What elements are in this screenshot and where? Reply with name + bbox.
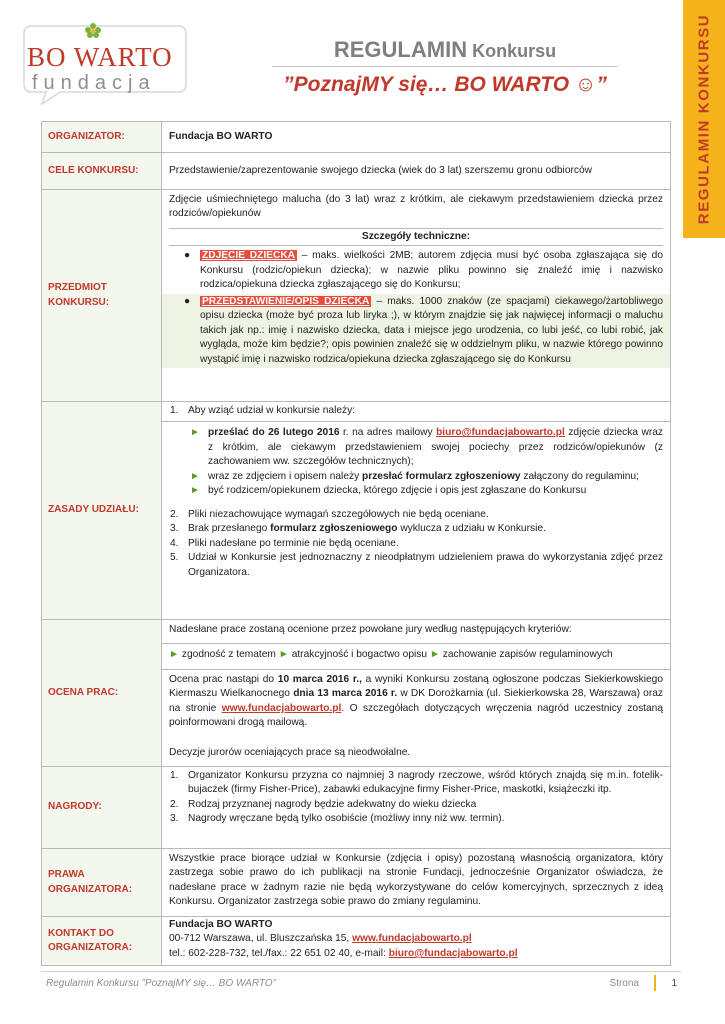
contest-name: ”PoznajMY się… BO WARTO ☺”	[283, 73, 607, 97]
list-item: ► być rodzicem/opiekunem dziecka, którego zdjęcie i opis jest zgłaszane do Konkursu	[162, 484, 670, 498]
label-subject: PRZEDMIOT KONKURSU:	[42, 190, 162, 402]
label-judging: OCENA PRAC:	[42, 620, 162, 767]
website-link[interactable]: www.fundacjabowarto.pl	[221, 702, 342, 714]
row-rights	[42, 849, 671, 917]
footer-text: Regulamin Konkursu ”PoznajMY się… BO WARTO”	[46, 978, 276, 989]
email-link[interactable]: biuro@fundacjabowarto.pl	[436, 427, 565, 439]
page-footer	[41, 971, 681, 995]
arrow-right-icon: ►	[429, 649, 443, 661]
rules-table	[41, 121, 671, 966]
row-contact	[42, 917, 671, 966]
row-organizer	[42, 122, 671, 153]
side-tab-label: REGULAMIN KONKURSU	[695, 13, 713, 225]
footer-divider	[654, 975, 656, 991]
label-organizer: ORGANIZATOR:	[42, 122, 162, 153]
arrow-right-icon: ►	[190, 427, 200, 439]
arrow-right-icon: ►	[190, 470, 200, 482]
judging-final: Decyzje jurorów oceniających prace są nieodwołalne.	[169, 746, 411, 758]
row-subject	[42, 190, 671, 402]
list-item: 5. Udział w Konkursie jest jednoznaczny z nieodpłatnym udzieleniem prawa do wykorzystania zdjęć przez Organizatora.	[170, 552, 663, 578]
goals-value: Przedstawienie/zaprezentowanie swojego dziecka (wiek do 3 lat) szerszemu gronu odbiorców	[169, 164, 592, 176]
subject-intro: Zdjęcie uśmiechniętego malucha (do 3 lat) wraz z krótkim, ale ciekawym przedstawieniem dziecka przez rodziców/opiekunów	[169, 194, 663, 220]
list-item: ► prześlać do 26 lutego 2016 r. na adres mailowy biuro@fundacjabowarto.pl zdjęcie dziecka wraz z krótkim, ale ciekawym przedstawieniem swojej pociechy przez rodziców/opiekunów (z zachowaniem ww. szczegółów technicznych);	[162, 426, 670, 469]
contact-address: 00-712 Warszawa, ul. Bluszczańska 15, www.fundacjabowarto.pl	[169, 933, 472, 945]
list-item: 4. Pliki nadesłane po terminie nie będą oceniane.	[170, 537, 399, 549]
row-prizes	[42, 767, 671, 849]
tech-details-heading: Szczegóły techniczne:	[169, 228, 663, 246]
logo-word-bo: BO	[27, 42, 67, 72]
bullet-icon: ●	[184, 295, 191, 307]
bullet-icon: ●	[184, 250, 191, 262]
page-label: Strona	[609, 978, 639, 989]
label-rules: ZASADY UDZIAŁU:	[42, 402, 162, 620]
organizer-value: Fundacja BO WARTO	[169, 130, 273, 142]
label-contact: KONTAKT DO ORGANIZATORA:	[42, 917, 162, 966]
document-title: REGULAMIN Konkursu	[333, 37, 557, 62]
judging-details: Ocena prac nastąpi do 10 marca 2016 r., a wyniki Konkursu zostaną ogłoszone podczas Siekierkowskiego Kiermaszu Wielkanocnego dnia 13 marca 2016 r. w DK Dorożkarnia (ul. Siekierkowska 28, Warszawa) oraz na stronie www.fundacjabowarto.pl. O szczegółach dotyczących wręczenia nagród uczestnicy zostaną poinformowani drogą mailową.	[169, 673, 663, 729]
photo-highlight: ZDJĘCIE DZIECKA	[202, 250, 296, 262]
list-item: 3. Nagrody wręczane będą tylko osobiście (możliwy inny niż ww. termin).	[170, 813, 505, 825]
list-item: ► wraz ze zdjęciem i opisem należy przesłać formularz zgłoszeniowy załączony do regulaminu;	[162, 470, 670, 484]
list-item: 2. Rodzaj przyznanej nagrody będzie adekwatny do wieku dziecka	[170, 798, 477, 810]
page-number: 1	[671, 978, 677, 989]
contact-website-link[interactable]: www.fundacjabowarto.pl	[352, 933, 472, 945]
arrow-right-icon: ►	[190, 485, 200, 497]
foundation-logo	[20, 20, 190, 105]
row-goals	[42, 153, 671, 190]
contact-email-link[interactable]: biuro@fundacjabowarto.pl	[388, 947, 518, 959]
arrow-right-icon: ►	[169, 649, 182, 661]
criteria-list: ► zgodność z tematem ► atrakcyjność i bogactwo opisu ► zachowanie zapisów regulaminowych	[169, 649, 613, 661]
list-item: 2. Pliki niezachowujące wymagań szczegółowych nie będą oceniane.	[170, 508, 489, 520]
title-divider	[272, 66, 618, 67]
label-prizes: NAGRODY:	[42, 767, 162, 849]
side-tab	[683, 0, 725, 238]
description-highlight: PRZEDSTAWIENIE/OPIS DZIECKA	[202, 295, 370, 307]
document-header	[262, 34, 628, 100]
label-goals: CELE KONKURSU:	[42, 153, 162, 190]
list-item: 3. Brak przesłanego formularz zgłoszeniowego wyklucza z udziału w Konkursie.	[170, 523, 546, 535]
list-item: 1. Aby wziąć udział w konkursie należy:	[170, 405, 356, 416]
row-rules	[42, 402, 671, 620]
judging-intro: Nadesłane prace zostaną ocenione przez powołane jury według następujących kryteriów:	[169, 624, 572, 635]
arrow-right-icon: ►	[278, 649, 292, 661]
rules-divider	[162, 421, 670, 422]
list-item: ● PRZEDSTAWIENIE/OPIS DZIECKA – maks. 1000 znaków (ze spacjami) ciekawego/żartobliwego opisu dziecka (może być proza lub liryka ;), w którym znajdzie się jak najwięcej informacji o maluchu takich jak np.: imię i nazwisko dziecka, data i miejsce jego urodzenia, co lubi jeść, co lubi robić, jak wygląda, może kim będzie?; opis powinien znaleźć się w oddzielnym pliku, w nazwie którego powinno wystąpić imię i nazwisko rodzica/opiekuna dziecka zgłaszającego się do Konkursu	[162, 294, 670, 368]
rights-value: Wszystkie prace biorące udział w Konkursie (zdjęcia i opisy) pozostaną własnością organizatora, który zastrzega sobie prawo do ich publikacji na stronie Fundacji, jednocześnie Organizator oświadcza, że nadesłane prace w żadnym razie nie będą wykorzystywane do celów komercyjnych, sprzecznych z ideą Konkursu. Organizator zastrzega sobie prawo do zmiany regulaminu.	[169, 853, 663, 908]
contact-phone: tel.: 602-228-732, tel./fax.: 22 651 02 40, e-mail: biuro@fundacjabowarto.pl	[169, 947, 518, 959]
list-item: ● ZDJĘCIE DZIECKA – maks. wielkości 2MB; autorem zdjęcia musi być osoba zgłaszająca się do Konkursu (rodzic/opiekun dziecka); w nazwie pliku powinno się znaleźć imię i nazwisko rodzica/opiekuna dziecka zgłaszającego się do Konkursu;	[162, 248, 670, 293]
contact-name: Fundacja BO WARTO	[169, 919, 273, 930]
row-judging	[42, 620, 671, 767]
label-rights: PRAWA ORGANIZATORA:	[42, 849, 162, 917]
logo-word-warto: WARTO	[73, 42, 173, 72]
list-item: 1. Organizator Konkursu przyzna co najmniej 3 nagrody rzeczowe, wśród których znajdą się m.in. fotelik-bujaczek (firmy Fisher-Price), zabawki edukacyjne firmy Fisher-Price, maskotki, książeczki itp.	[170, 770, 663, 796]
logo-subtitle: fundacja	[32, 72, 156, 94]
